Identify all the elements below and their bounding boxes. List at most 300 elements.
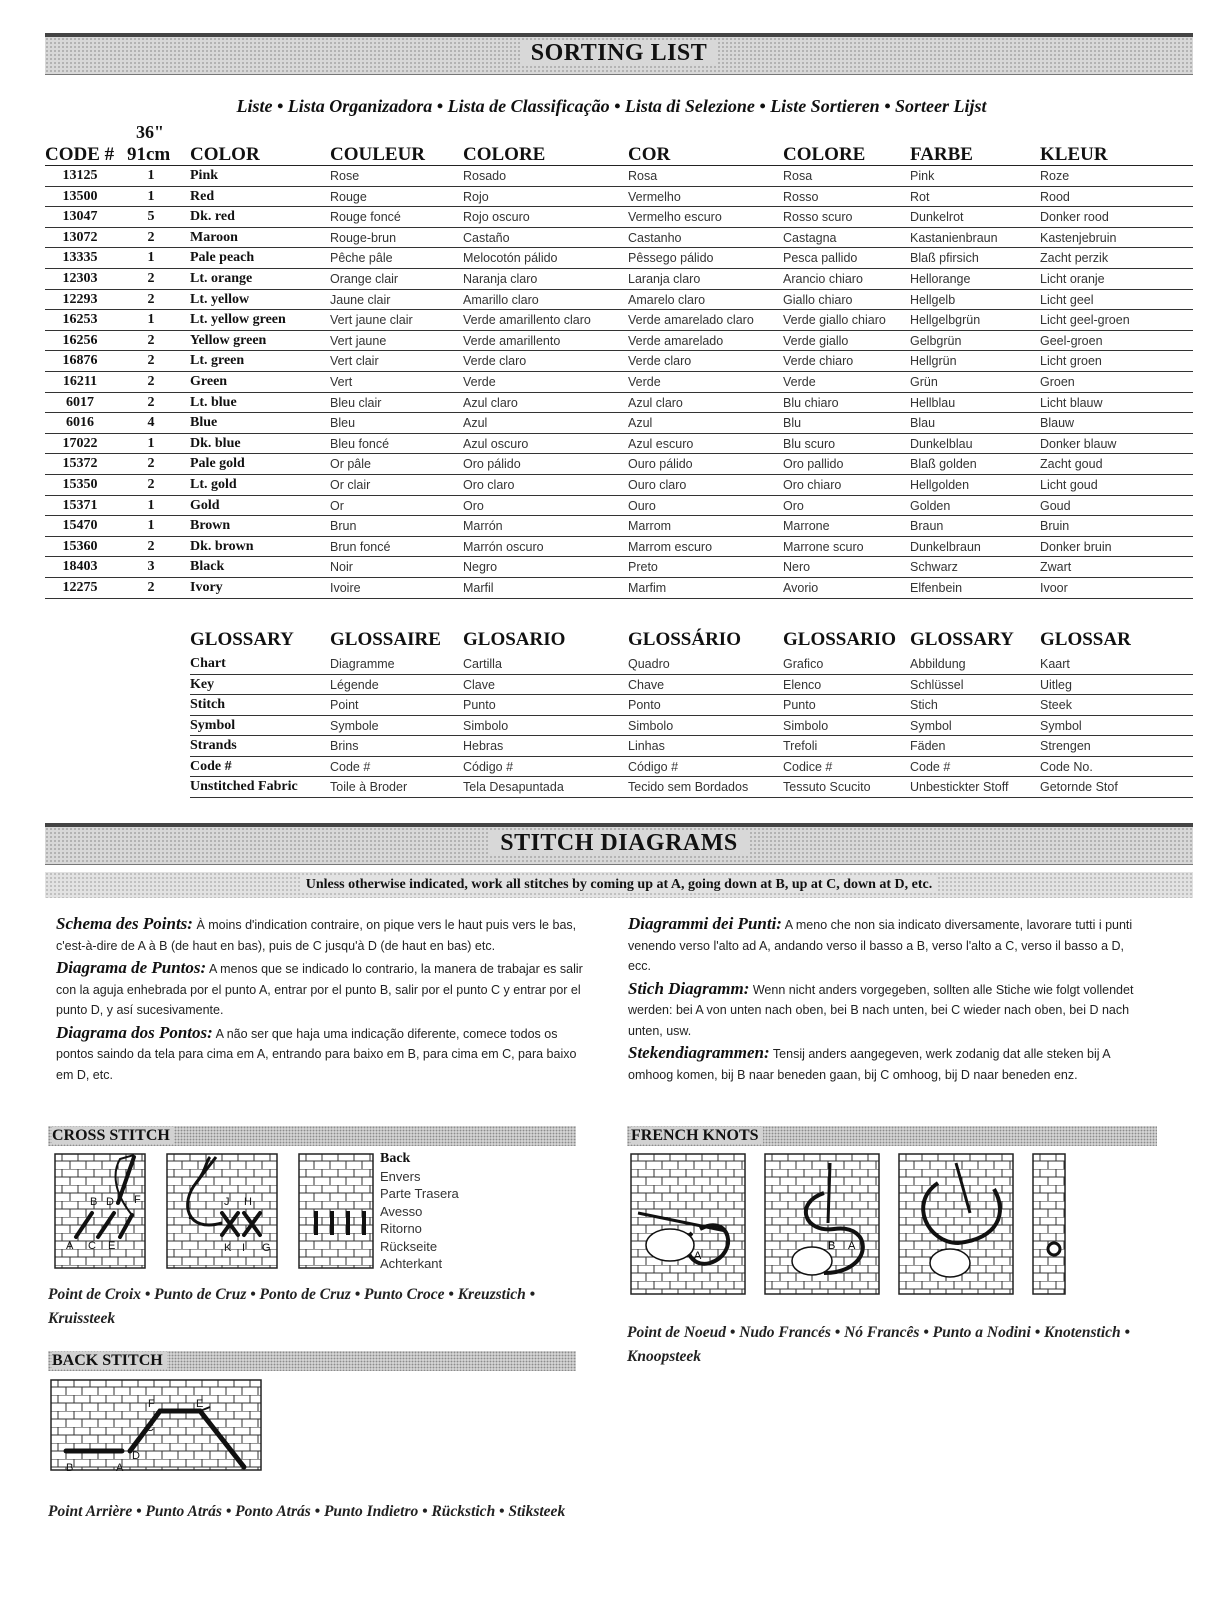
cell-colore-it: Rosso	[783, 189, 819, 204]
cell-farbe: Schwarz	[910, 560, 958, 575]
cell-cor: Ouro claro	[628, 478, 687, 492]
back-label: Envers	[380, 1168, 421, 1184]
table-row	[45, 537, 1193, 558]
table-row	[45, 496, 1193, 517]
table-row	[45, 228, 1193, 249]
cell-kleur: Zacht perzik	[1040, 251, 1109, 266]
cell-cor: Verde amarelado	[628, 333, 724, 348]
cell-colore-it: Avorio	[783, 581, 819, 595]
glossary-header-row	[190, 629, 1193, 653]
cell-farbe: Gelbgrün	[910, 333, 962, 348]
cell-couleur: Vert jaune	[330, 333, 387, 348]
table-row	[45, 331, 1193, 352]
cell-cor: Preto	[628, 560, 658, 575]
cell-farbe: Dunkelbraun	[910, 539, 981, 554]
glossary-cell: Key	[190, 676, 215, 692]
cell-couleur: Noir	[330, 560, 353, 575]
cell-couleur: Brun	[330, 519, 357, 534]
diagram-letter: A	[66, 1240, 74, 1252]
glossary-cell: Trefoli	[783, 739, 818, 753]
cell-color: Lt. yellow green	[190, 312, 286, 328]
glossary-cell: Hebras	[463, 739, 504, 753]
table-row	[45, 434, 1193, 455]
cell-couleur: Vert jaune clair	[330, 313, 413, 328]
glossary-row	[190, 654, 1193, 675]
cell-kleur: Licht blauw	[1040, 395, 1103, 410]
header-code: CODE #	[45, 144, 115, 165]
diagram-letter: F	[148, 1398, 155, 1410]
cell-color: Green	[190, 374, 228, 389]
cross-stitch-diagram-2	[166, 1153, 278, 1269]
cell-couleur: Jaune clair	[330, 292, 391, 307]
cell-code: 13500	[62, 188, 98, 204]
cell-length: 3	[147, 559, 155, 575]
cell-cor: Verde	[628, 375, 661, 389]
table-row	[45, 269, 1193, 290]
cell-colore-es: Naranja claro	[463, 272, 538, 286]
cell-colore-es: Melocotón pálido	[463, 251, 558, 266]
cell-kleur: Donker blauw	[1040, 436, 1117, 451]
glossary-cell: Elenco	[783, 677, 822, 692]
cell-colore-it: Verde giallo chiaro	[783, 313, 886, 328]
cell-length: 1	[147, 518, 155, 534]
cell-farbe: Hellgelb	[910, 292, 956, 307]
para-heading: Diagrama dos Pontos:	[56, 1022, 213, 1042]
cell-farbe: Hellblau	[910, 395, 956, 410]
cell-colore-es: Marrón oscuro	[463, 539, 544, 554]
cell-colore-es: Oro pálido	[463, 457, 521, 472]
glossary-cell: Cartilla	[463, 657, 502, 671]
cell-kleur: Donker bruin	[1040, 539, 1112, 554]
table-row	[45, 248, 1193, 269]
diagram-letter: E	[196, 1398, 204, 1410]
cell-color: Lt. blue	[190, 394, 237, 410]
cell-cor: Marrom escuro	[628, 539, 713, 554]
cell-code: 18403	[62, 559, 98, 575]
cell-code: 16211	[62, 374, 98, 389]
glossary-cell: Codice #	[783, 759, 833, 774]
glossary-cell: Stich	[910, 698, 938, 712]
cell-cor: Verde claro	[628, 354, 692, 369]
cell-code: 12303	[62, 271, 98, 286]
cell-colore-es: Oro claro	[463, 478, 515, 492]
cell-cor: Vermelho	[628, 189, 681, 204]
glossary-cell: Fäden	[910, 739, 946, 753]
cell-code: 6017	[66, 394, 94, 410]
cell-kleur: Zacht goud	[1040, 457, 1103, 472]
diagram-letter: D	[106, 1196, 114, 1208]
table-row	[45, 578, 1193, 599]
cell-colore-it: Verde chiaro	[783, 354, 854, 369]
glossary-cell: Chave	[628, 677, 665, 692]
header-color: COLOR	[190, 144, 260, 165]
cell-length: 1	[147, 312, 155, 328]
cell-code: 13072	[62, 229, 98, 245]
french-knot-diagram-2	[764, 1153, 880, 1295]
glossary-cell: Simbolo	[783, 718, 829, 733]
cell-color: Black	[190, 559, 225, 575]
glossary-cell: Schlüssel	[910, 677, 964, 692]
table-row	[45, 393, 1193, 414]
glossary-cell: Quadro	[628, 657, 670, 671]
glossary-cell: Code #	[910, 759, 951, 774]
cell-couleur: Rouge foncé	[330, 210, 401, 225]
cell-code: 12293	[62, 291, 98, 307]
glossary-cell: Tessuto Scucito	[783, 780, 871, 794]
header-kleur: KLEUR	[1040, 144, 1108, 165]
french-knots-title: FRENCH KNOTS	[631, 1127, 763, 1144]
cell-farbe: Braun	[910, 519, 944, 534]
sorting-subtitle: Liste • Lista Organizadora • Lista de Classificação • Lista di Selezione • Liste Sortieren • Sorteer Lijst	[236, 96, 987, 116]
cell-length: 1	[147, 188, 155, 204]
cell-color: Red	[190, 188, 215, 204]
cell-color: Maroon	[190, 229, 238, 245]
glossary-header: GLOSSÁRIO	[628, 629, 741, 650]
cell-cor: Laranja claro	[628, 272, 701, 286]
cell-farbe: Dunkelblau	[910, 436, 973, 451]
cell-length: 1	[147, 435, 155, 451]
length-header-top: 36"	[136, 122, 164, 142]
diagram-letter: B	[828, 1240, 836, 1252]
glossary-cell: Punto	[463, 698, 496, 712]
cell-farbe: Golden	[910, 498, 951, 513]
cell-colore-es: Rosado	[463, 169, 507, 183]
glossary-cell: Symbol	[910, 718, 952, 733]
sorting-list-title: SORTING LIST	[521, 40, 718, 66]
stitch-diagrams-title: STITCH DIAGRAMS	[490, 830, 748, 856]
para-text: A não ser que haja uma indicação diferente, comece todos os pontos saindo da tela para cima em A, entrando para baixo em B, para cima em C, para baixo em D, etc.	[56, 1026, 577, 1082]
table-row	[45, 187, 1193, 208]
table-row	[45, 372, 1193, 393]
back-label: Parte Trasera	[380, 1186, 459, 1201]
cell-cor: Vermelho escuro	[628, 210, 722, 225]
diagram-letter: J	[224, 1196, 230, 1208]
cell-couleur: Pêche pâle	[330, 251, 393, 266]
para-text: À moins d'indication contraire, on pique vers le haut puis vers le bas, c'est-à-dire de A à B (de haut en bas), puis de C jusqu'à D (de haut en bas) etc.	[56, 918, 577, 953]
cell-color: Brown	[190, 518, 231, 534]
cell-colore-es: Castaño	[463, 230, 510, 245]
glossary-cell: Strands	[190, 738, 237, 753]
back-label: Ritorno	[380, 1221, 422, 1236]
cell-length: 2	[147, 394, 155, 410]
glossary-cell: Point	[330, 698, 359, 712]
cell-cor: Pêssego pálido	[628, 251, 714, 266]
back-stitch-title: BACK STITCH	[52, 1352, 167, 1369]
glossary-row	[190, 757, 1193, 778]
glossary-cell: Strengen	[1040, 739, 1091, 753]
cell-code: 16256	[62, 332, 98, 348]
glossary-cell: Stitch	[190, 697, 225, 712]
french-knot-diagram-4	[1032, 1153, 1066, 1295]
cell-cor: Ouro	[628, 498, 656, 513]
para-text: A meno che non sia indicato diversamente, lavorare tutti i punti venendo verso l'alto ad A, andando verso il basso a B, verso l'alto a C, verso il basso a D, ecc.	[628, 918, 1133, 973]
glossary-cell: Code #	[190, 758, 232, 774]
glossary-cell: Uitleg	[1040, 677, 1072, 692]
glossary-cell: Simbolo	[463, 718, 509, 733]
cell-colore-it: Rosso scuro	[783, 210, 853, 225]
diagram-letter: G	[262, 1242, 271, 1254]
glossary-row	[190, 695, 1193, 716]
glossary-cell: Getornde Stof	[1040, 780, 1118, 794]
header-colore-es: COLORE	[463, 144, 546, 165]
cell-color: Pale gold	[190, 456, 245, 472]
cell-couleur: Rouge-brun	[330, 230, 397, 245]
stitch-instruction-text: Unless otherwise indicated, work all stitches by coming up at A, going down at B, up at C, down at D, etc.	[300, 877, 939, 892]
para-text: A menos que se indicado lo contrario, la manera de trabajar es salir con la aguja enhebrada por el punto A, entrar por el punto B, salir por el punto C y entrar por el punto D, y así sucesivamente.	[56, 962, 583, 1017]
cell-length: 2	[147, 456, 155, 472]
cell-kleur: Kastenjebruin	[1040, 230, 1117, 245]
glossary-row	[190, 716, 1193, 737]
cell-colore-it: Giallo chiaro	[783, 292, 853, 307]
cell-kleur: Zwart	[1040, 560, 1072, 575]
table-row	[45, 290, 1193, 311]
glossary-cell: Symbol	[190, 717, 236, 733]
glossary-cell: Symbol	[1040, 718, 1082, 733]
glossary-cell: Steek	[1040, 698, 1072, 712]
stitch-instruction	[45, 872, 1193, 898]
cell-kleur: Licht geel-groen	[1040, 313, 1130, 328]
cell-couleur: Rose	[330, 169, 360, 183]
diagram-letter: H	[244, 1196, 252, 1208]
diagram-letter: I	[242, 1242, 246, 1254]
cell-length: 2	[147, 477, 155, 492]
glossary-cell: Unstitched Fabric	[190, 779, 298, 794]
cell-colore-es: Rojo	[463, 189, 489, 204]
diagram-letter: F	[134, 1194, 141, 1206]
cell-colore-it: Blu scuro	[783, 436, 836, 451]
cell-colore-es: Amarillo claro	[463, 292, 539, 307]
cell-farbe: Dunkelrot	[910, 210, 964, 225]
sorting-list-banner	[45, 33, 1193, 75]
glossary-row	[190, 736, 1193, 757]
diagram-letter: K	[224, 1242, 232, 1254]
glossary-cell: Diagramme	[330, 657, 395, 671]
cell-length: 1	[147, 168, 155, 183]
glossary-header: GLOSARIO	[463, 629, 566, 650]
back-stitch-diagram	[50, 1379, 262, 1471]
cell-colore-es: Marfil	[463, 581, 494, 595]
cell-colore-it: Pesca pallido	[783, 251, 858, 266]
back-label: Avesso	[380, 1203, 423, 1219]
cell-kleur: Licht geel	[1040, 292, 1094, 307]
cell-colore-es: Oro	[463, 498, 484, 513]
diagram-letter: C	[146, 1422, 154, 1434]
cell-farbe: Hellorange	[910, 272, 971, 286]
cell-couleur: Brun foncé	[330, 539, 391, 554]
cell-colore-it: Marrone	[783, 519, 830, 534]
glossary-header: GLOSSARY	[910, 629, 1014, 650]
cross-stitch-back-diagram	[298, 1153, 374, 1269]
cell-length: 2	[147, 229, 155, 245]
cell-cor: Azul escuro	[628, 436, 694, 451]
diagram-letter: B	[90, 1196, 98, 1208]
cell-code: 13047	[62, 209, 98, 225]
diagram-letter: A	[848, 1240, 856, 1252]
cell-colore-it: Arancio chiaro	[783, 272, 863, 286]
cell-length: 2	[147, 271, 155, 286]
cell-colore-it: Oro pallido	[783, 457, 844, 472]
cell-length: 2	[147, 580, 155, 595]
glossary-cell: Punto	[783, 698, 816, 712]
cell-colore-es: Verde	[463, 375, 496, 389]
table-row	[45, 166, 1193, 187]
cell-color: Pink	[190, 168, 219, 183]
cell-cor: Castanho	[628, 230, 682, 245]
cell-code: 16253	[62, 312, 98, 328]
cell-color: Pale peach	[190, 250, 255, 266]
cell-farbe: Pink	[910, 169, 935, 183]
cell-farbe: Elfenbein	[910, 581, 963, 595]
table-row	[45, 413, 1193, 434]
cell-color: Dk. red	[190, 209, 235, 225]
cell-cor: Azul claro	[628, 395, 683, 410]
cell-length: 4	[147, 415, 155, 431]
cell-colore-it: Oro	[783, 498, 804, 513]
cell-kleur: Donker rood	[1040, 210, 1109, 225]
header-cor: COR	[628, 144, 671, 165]
cell-colore-it: Nero	[783, 560, 811, 575]
diagram-letter: A	[116, 1462, 124, 1471]
cell-code: 17022	[62, 435, 98, 451]
glossary-row	[190, 777, 1193, 798]
diagram-letter: L	[188, 1210, 195, 1222]
french-knot-diagram-1	[630, 1153, 746, 1295]
back-labels	[380, 1150, 459, 1273]
cell-code: 15372	[62, 456, 98, 472]
cell-colore-it: Rosa	[783, 169, 813, 183]
diagram-letter: D	[132, 1450, 140, 1462]
back-label: Achterkant	[380, 1256, 443, 1271]
cell-kleur: Licht goud	[1040, 478, 1098, 492]
glossary-row	[190, 675, 1193, 696]
glossary-header: GLOSSARY	[190, 629, 294, 650]
cell-length: 2	[147, 353, 155, 369]
back-stitch-caption: Point Arrière • Punto Atrás • Ponto Atrás • Punto Indietro • Rückstich • Stiksteek	[48, 1503, 566, 1520]
cell-kleur: Geel-groen	[1040, 333, 1103, 348]
cell-farbe: Blaß pfirsich	[910, 251, 979, 266]
cell-cor: Verde amarelado claro	[628, 313, 754, 328]
cell-code: 13125	[62, 168, 98, 183]
cell-colore-it: Blu	[783, 416, 802, 431]
para-heading: Schema des Points:	[56, 914, 193, 933]
glossary-cell: Tecido sem Bordados	[628, 780, 749, 794]
diagram-letter: E	[108, 1240, 116, 1252]
cell-color: Dk. blue	[190, 435, 241, 451]
para-heading: Stekendiagrammen:	[628, 1043, 770, 1062]
glossary-cell: Simbolo	[628, 718, 674, 733]
cell-colore-it: Castagna	[783, 230, 837, 245]
glossary-cell: Symbole	[330, 718, 379, 733]
cell-couleur: Bleu	[330, 416, 356, 431]
cell-length: 1	[147, 497, 155, 513]
french-knots-heading	[627, 1126, 1157, 1146]
cell-kleur: Roze	[1040, 169, 1070, 183]
cell-farbe: Blaß golden	[910, 457, 977, 472]
para-heading: Diagrama de Puntos:	[56, 958, 207, 977]
cell-cor: Marrom	[628, 519, 672, 534]
knot-icon	[1048, 1243, 1060, 1255]
diagram-letter: C	[88, 1240, 96, 1252]
cell-couleur: Or	[330, 498, 344, 513]
cell-color: Blue	[190, 415, 218, 431]
cell-colore-it: Verde giallo	[783, 333, 849, 348]
back-label: Rückseite	[380, 1238, 438, 1254]
diagram-letter: B	[66, 1462, 74, 1471]
cell-length: 2	[147, 332, 155, 348]
cell-kleur: Goud	[1040, 498, 1071, 513]
cell-length: 5	[147, 209, 155, 225]
glossary-header: GLOSSARIO	[783, 629, 896, 650]
cell-farbe: Kastanienbraun	[910, 230, 998, 245]
glossary-cell: Kaart	[1040, 657, 1070, 671]
glossary-cell: Código #	[463, 759, 514, 774]
cell-farbe: Hellgolden	[910, 478, 970, 492]
cell-color: Gold	[190, 497, 220, 513]
para-text: Wenn nicht anders vorgegeben, sollten alle Stiche wie folgt vollendet werden: bei A von unten nach oben, bei B nach unten, bei C wieder nach oben, bei D nach unten, usw.	[628, 982, 1134, 1038]
table-row	[45, 310, 1193, 331]
table-row	[45, 475, 1193, 496]
cell-couleur: Vert	[330, 375, 353, 389]
table-row	[45, 557, 1193, 578]
cell-length: 2	[147, 291, 155, 307]
cell-couleur: Rouge	[330, 189, 367, 204]
cross-stitch-diagram-1	[54, 1153, 146, 1269]
cell-color: Yellow green	[190, 332, 267, 348]
cell-cor: Marfim	[628, 581, 667, 595]
stitch-diagrams-banner	[45, 823, 1193, 865]
cell-couleur: Vert clair	[330, 354, 379, 369]
cell-kleur: Licht groen	[1040, 354, 1102, 369]
table-row	[45, 207, 1193, 228]
glossary-cell: Abbildung	[910, 657, 966, 671]
glossary-cell: Grafico	[783, 657, 824, 671]
french-knots-caption: Point de Noeud • Nudo Francés • Nó Francês • Punto a Nodini • Knotenstich • Knoopsteek	[627, 1324, 1130, 1365]
cell-colore-es: Azul oscuro	[463, 436, 529, 451]
cross-stitch-caption: Point de Croix • Punto de Cruz • Ponto de Cruz • Punto Croce • Kreuzstich • Kruissteek	[48, 1286, 536, 1327]
cell-farbe: Hellgelbgrün	[910, 313, 981, 328]
cell-colore-it: Blu chiaro	[783, 395, 839, 410]
cell-length: 2	[147, 538, 155, 554]
table-row	[45, 454, 1193, 475]
glossary-cell: Chart	[190, 656, 226, 671]
cell-color: Lt. orange	[190, 271, 253, 286]
cell-cor: Azul	[628, 416, 653, 431]
glossary-cell: Unbestickter Stoff	[910, 780, 1009, 794]
cell-kleur: Blauw	[1040, 416, 1075, 431]
cell-colore-it: Marrone scuro	[783, 539, 864, 554]
cell-code: 15350	[62, 477, 98, 492]
glossary-cell: Code No.	[1040, 759, 1093, 774]
glossary-cell: Tela Desapuntada	[463, 780, 564, 794]
cell-colore-es: Marrón	[463, 519, 503, 534]
glossary-header: GLOSSAR	[1040, 629, 1131, 650]
cell-color: Lt. gold	[190, 477, 237, 492]
cell-kleur: Rood	[1040, 189, 1070, 204]
french-knot-diagram-3	[898, 1153, 1014, 1295]
diagram-letter: A	[694, 1250, 702, 1262]
cross-stitch-heading	[48, 1126, 576, 1146]
cell-color: Lt. yellow	[190, 291, 250, 307]
table-row	[45, 516, 1193, 537]
right-instructions	[628, 914, 1148, 1085]
cell-kleur: Bruin	[1040, 519, 1070, 534]
header-length: 91cm	[127, 144, 171, 165]
cell-couleur: Orange clair	[330, 272, 399, 286]
table-row	[45, 351, 1193, 372]
cell-couleur: Bleu foncé	[330, 436, 390, 451]
cell-color: Lt. green	[190, 353, 245, 369]
cell-couleur: Bleu clair	[330, 395, 382, 410]
